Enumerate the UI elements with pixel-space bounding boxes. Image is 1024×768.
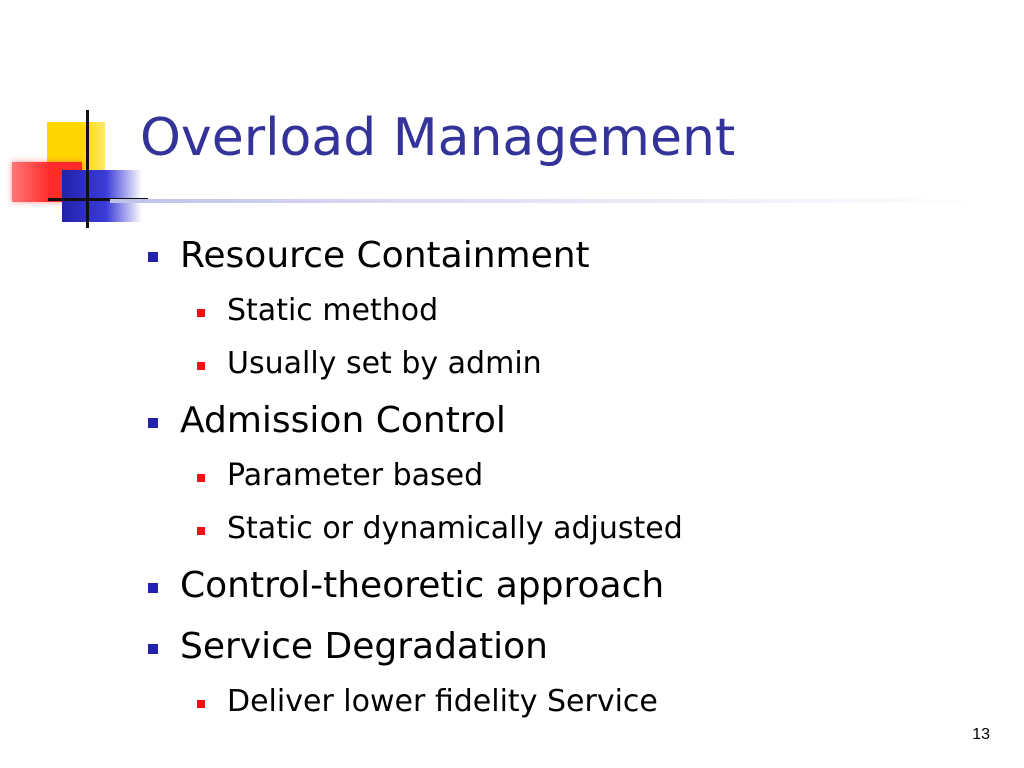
bullet-item: Service Degradation [180, 626, 548, 667]
decorative-logo [0, 100, 150, 230]
logo-blue-bar [62, 170, 142, 222]
sub-bullet-square-icon [197, 362, 205, 370]
logo-vertical-line [86, 110, 89, 228]
bullet-square-icon [148, 583, 158, 593]
sub-bullet-square-icon [197, 700, 205, 708]
sub-bullet-square-icon [197, 474, 205, 482]
bullet-square-icon [148, 644, 158, 654]
sub-bullet-item: Parameter based [227, 458, 484, 493]
sub-bullet-square-icon [197, 309, 205, 317]
bullet-item: Control-theoretic approach [180, 565, 665, 606]
title-underline [110, 199, 990, 203]
sub-bullet-item: Static method [227, 293, 439, 328]
bullet-item: Resource Containment [180, 235, 590, 276]
sub-bullet-item: Static or dynamically adjusted [227, 511, 683, 546]
sub-bullet-item: Deliver lower fidelity Service [227, 684, 658, 719]
sub-bullet-item: Usually set by admin [227, 346, 542, 381]
bullet-item: Admission Control [180, 400, 506, 441]
sub-bullet-square-icon [197, 527, 205, 535]
bullet-square-icon [148, 252, 158, 262]
bullet-square-icon [148, 418, 158, 428]
slide-title: Overload Management [140, 108, 736, 168]
slide-number: 13 [972, 726, 990, 743]
